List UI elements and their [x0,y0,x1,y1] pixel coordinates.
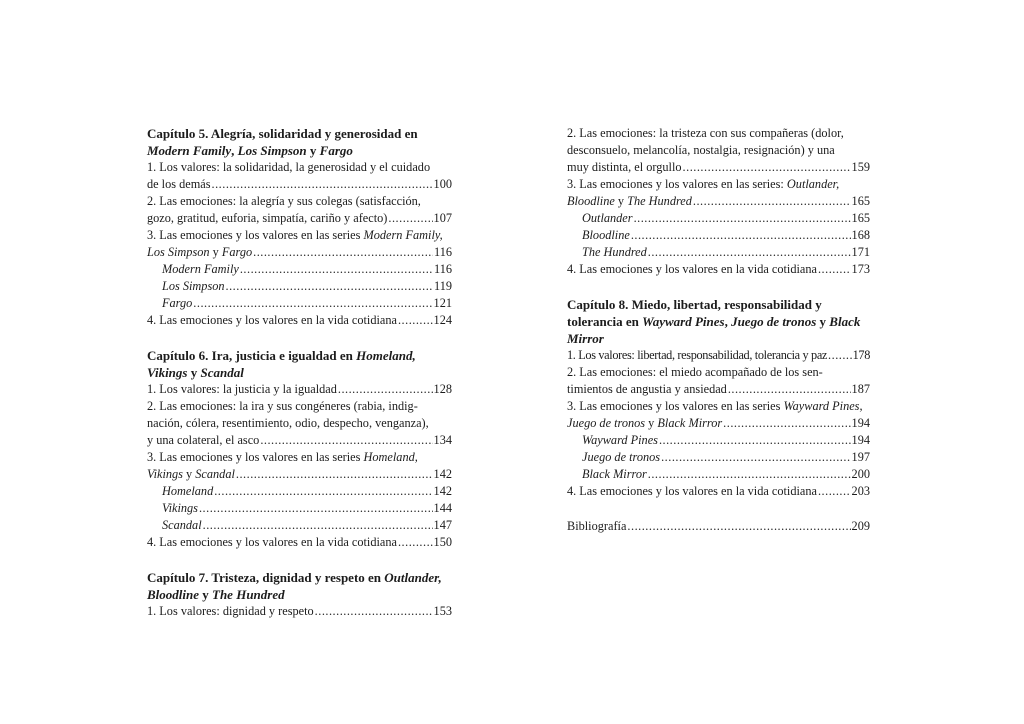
conjunction: y [182,467,196,481]
dot-leader [683,159,851,176]
toc-entry-link[interactable] [567,415,870,432]
dot-leader [659,432,851,449]
dot-leader [253,244,433,261]
chapter-title [567,296,870,347]
series-title: Fargo [319,143,353,158]
toc-entry [147,159,452,193]
page-number: 153 [433,604,452,618]
dot-leader [398,312,433,329]
toc-chapter-6 [147,347,452,551]
subentry-label: Fargo [162,296,193,310]
entry-text-part: 3. Las emociones y los valores en las series [567,399,784,413]
dot-leader [693,193,851,210]
toc-subentry[interactable] [147,278,452,295]
entry-text: desconsuelo, melancolía, nostalgia, resignación) y una [567,143,835,157]
series-title: Wayward Pines, [783,399,863,413]
toc-entry-link[interactable] [147,432,452,449]
entry-label: 4. Las emociones y los valores en la vida cotidiana [147,535,397,549]
subentry-label: Black Mirror [582,467,647,481]
conjunction: y [645,416,658,430]
dot-leader [240,261,433,278]
toc-right-column [567,125,870,535]
dot-leader [315,603,433,620]
page-number: 128 [433,382,452,396]
page-number: 147 [433,518,452,532]
series-title: Scandal [195,467,235,481]
series-title: The Hundred [212,587,285,602]
subentry-label: Bloodline [582,228,630,242]
dot-leader [661,449,850,466]
entry-label: 1. Los valores: la justicia y la igualdad [147,382,337,396]
entry-text: 2. Las emociones: la tristeza con sus compañeras (dolor, [567,126,844,140]
dot-leader [199,500,433,517]
entry-label: timientos de angustia y ansiedad [567,382,727,396]
page-number: 165 [851,194,870,208]
page-number: 165 [851,211,870,225]
series-title: Mirror [567,331,604,346]
bibliography-label: Bibliografía [567,519,627,533]
chapter-title [147,125,452,159]
page-number: 116 [434,245,452,259]
entry-text [147,227,452,244]
page-number: 187 [851,382,870,396]
series-title: Modern Family [147,143,232,158]
toc-entry-link[interactable] [567,159,870,176]
toc-chapter-8 [567,296,870,500]
entry-label: 4. Las emociones y los valores en la vida cotidiana [567,262,817,276]
subentry-label: The Hundred [582,245,647,259]
series-title: Homeland, [356,348,416,363]
subentry-label: Outlander [582,211,633,225]
entry-text [147,449,452,466]
dot-leader [338,381,433,398]
series-title: Scandal [200,365,244,380]
dot-leader [728,381,851,398]
toc-entry-link[interactable] [147,381,452,398]
entry-label [147,244,252,261]
entry-label [147,466,235,483]
series-title: Bloodline [147,587,200,602]
toc-subentry[interactable] [567,466,870,483]
toc-subentry[interactable] [147,295,452,312]
conjunction: y [187,365,201,380]
series-title: Wayward Pines [642,314,725,329]
dot-leader [631,227,851,244]
toc-entry [567,398,870,432]
dot-leader [193,295,432,312]
page-number: 159 [851,160,870,174]
conjunction: y [199,587,213,602]
page-number: 173 [851,262,870,276]
entry-label [567,415,722,432]
page-number: 194 [851,433,870,447]
entry-text [567,176,870,193]
entry-label: de los demás [147,177,211,191]
page-number: 124 [433,313,452,327]
toc-entry-link[interactable] [567,347,870,364]
page-number: 142 [433,484,452,498]
conjunction: y [209,245,222,259]
entry-label: 4. Las emociones y los valores en la vida cotidiana [147,313,397,327]
page-number: 150 [433,535,452,549]
page-number: 134 [433,433,452,447]
toc-subentry[interactable] [567,432,870,449]
toc-chapter-5 [147,125,452,329]
page-number: 168 [851,228,870,242]
page-number: 107 [433,211,452,225]
series-title: Los Simpson [237,143,307,158]
chapter-title-line: Capítulo 5. Alegría, solidaridad y generosidad en [147,126,418,141]
entry-text: 2. Las emociones: la ira y sus congéneres (rabia, indig- [147,399,418,413]
entry-text [567,398,870,415]
toc-entry [147,193,452,227]
toc-entry [147,449,452,483]
toc-subentry[interactable] [147,517,452,534]
dot-leader [818,483,851,500]
entry-text-part: 3. Las emociones y los valores en las series [147,228,364,242]
toc-subentry[interactable] [567,244,870,261]
entry-label: gozo, gratitud, euforia, simpatía, cariño y afecto) [147,211,388,225]
conjunction: y [306,143,320,158]
series-title: Outlander, [786,177,840,191]
conjunction: y [614,194,628,208]
series-title: Homeland, [363,450,418,464]
toc-entry-link[interactable] [147,312,452,329]
dot-leader [648,244,851,261]
entry-text-part: 3. Las emociones y los valores en las series [147,450,364,464]
dot-leader [723,415,850,432]
toc-chapter-7 [147,569,452,620]
dot-leader [648,466,851,483]
toc-subentry[interactable] [567,227,870,244]
toc-bibliography[interactable] [567,518,870,535]
entry-label: y una colateral, el asco [147,433,260,447]
series-title: Vikings [147,365,188,380]
dot-leader [214,483,432,500]
toc-entry-link[interactable] [147,534,452,551]
subentry-label: Wayward Pines [582,433,658,447]
series-title: Vikings [147,467,183,481]
dot-leader [818,261,851,278]
toc-entry [147,227,452,261]
toc-entry-link[interactable] [567,193,870,210]
entry-text: 2. Las emociones: el miedo acompañado de los sen- [567,365,823,379]
page-number: 203 [851,484,870,498]
subentry-label: Scandal [162,518,202,532]
series-title: Black Mirror [657,416,723,430]
dot-leader [260,432,432,449]
dot-leader [627,518,850,535]
page-number: 119 [434,279,452,293]
page-number: 209 [851,519,870,533]
series-title: Los Simpson [147,245,210,259]
series-title: Juego de tronos [567,416,646,430]
toc-subentry[interactable] [147,483,452,500]
chapter-title [147,347,452,381]
entry-text-part: 3. Las emociones y los valores en las series: [567,177,787,191]
series-title: Fargo [221,245,253,259]
series-title: Bloodline [567,194,615,208]
entry-label: 1. Los valores: dignidad y respeto [147,604,314,618]
toc-entry [567,176,870,210]
subentry-label: Modern Family [162,262,239,276]
page-number: 144 [433,501,452,515]
toc-entry-link[interactable] [147,244,452,261]
page-number: 194 [851,416,870,430]
entry-label [567,193,692,210]
toc-entry [567,125,870,176]
subentry-label: Los Simpson [162,279,225,293]
page-number: 197 [851,450,870,464]
subentry-label: Juego de tronos [582,450,661,464]
toc-entry-link[interactable] [567,381,870,398]
toc-entry [567,364,870,398]
page-number: 178 [852,348,870,362]
entry-text: 1. Los valores: la solidaridad, la generosidad y el cuidado [147,160,431,174]
dot-leader [203,517,433,534]
page-number: 121 [433,296,452,310]
separator: , [724,314,732,329]
page-number: 171 [851,245,870,259]
toc-entry [147,398,452,449]
entry-label: 4. Las emociones y los valores en la vida cotidiana [567,484,817,498]
chapter-title-line: tolerancia en [567,314,643,329]
separator: , [231,143,238,158]
toc-entry-link[interactable] [567,261,870,278]
dot-leader [398,534,433,551]
toc-entry-link[interactable] [147,603,452,620]
subentry-label: Homeland [162,484,214,498]
dot-leader [634,210,851,227]
series-title: Modern Family, [363,228,443,242]
dot-leader [828,347,852,364]
page-number: 200 [851,467,870,481]
series-title: Black [829,314,861,329]
toc-chapter-7-continued [567,125,870,278]
chapter-title-line: Capítulo 8. Miedo, libertad, responsabilidad y [567,297,822,312]
toc-entry-link[interactable] [147,466,452,483]
dot-leader [236,466,433,483]
series-title: Outlander, [384,570,442,585]
entry-label: 1. Los valores: libertad, responsabilidad, tolerancia y paz [567,348,828,362]
series-title: Juego de tronos [731,314,817,329]
toc-entry-link[interactable] [147,210,452,227]
conjunction: y [816,314,830,329]
toc-entry-link[interactable] [147,176,452,193]
toc-subentry[interactable] [147,261,452,278]
page-number: 142 [433,467,452,481]
toc-left-column [147,125,452,638]
entry-text: 2. Las emociones: la alegría y sus colegas (satisfacción, [147,194,421,208]
dot-leader [212,176,433,193]
chapter-title-line: Capítulo 6. Ira, justicia e igualdad en [147,348,357,363]
toc-subentry[interactable] [567,449,870,466]
entry-label: muy distinta, el orgullo [567,160,682,174]
toc-entry-link[interactable] [567,483,870,500]
subentry-label: Vikings [162,501,198,515]
dot-leader [388,210,432,227]
toc-subentry[interactable] [147,500,452,517]
entry-text: nación, cólera, resentimiento, odio, despecho, venganza), [147,416,429,430]
chapter-title [147,569,452,603]
chapter-title-line: Capítulo 7. Tristeza, dignidad y respeto en [147,570,385,585]
page-number: 116 [434,262,452,276]
page-number: 100 [433,177,452,191]
dot-leader [226,278,433,295]
series-title: The Hundred [627,194,692,208]
toc-subentry[interactable] [567,210,870,227]
